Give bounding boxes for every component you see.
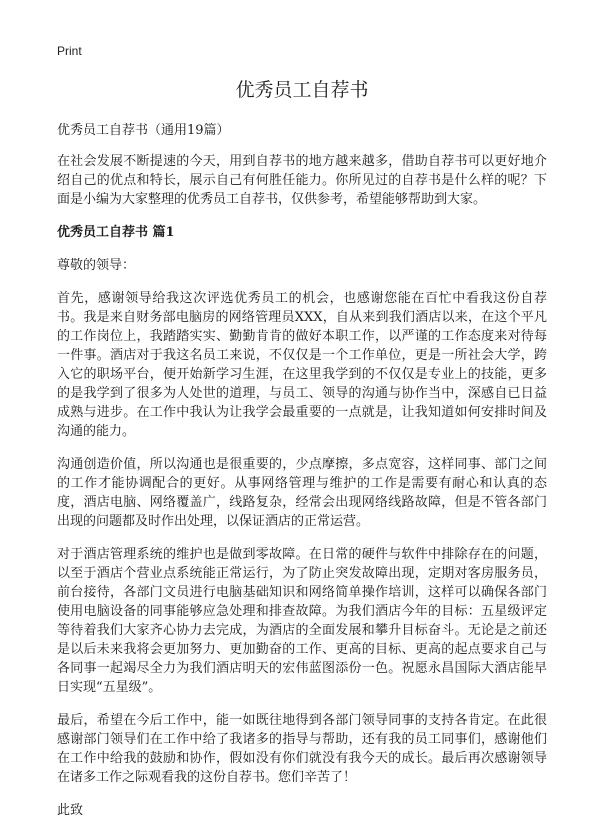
body-paragraph-1: 首先，感谢领导给我这次评选优秀员工的机会，也感谢您能在百忙中看我这份自荐书。我是来自财务部电脑房的网络管理员XXX，自从来到我们酒店以来，在这个平凡的工作岗位上，我踏踏实实、勤勤肯肯的做好本职工作，以严谨的工作态度来对待每一件事。酒店对于我这名员工来说，不仅仅是一个工作单位，更是一所社会大学，跨入它的职场平台，便开始新学习生涯，在这里我学到的不仅仅是专业上的技能，更多的是我学到了很多为人处世的道理，与员工、领导的沟通与协作当中，深感自已日益成熟与进步。在工作中我认为让我学会最重要的一点就是，让我知道如何安排时间及沟通的能力。: [57, 291, 547, 439]
document-body: [57, 76, 547, 820]
salutation: 尊敬的领导：: [57, 258, 136, 273]
body-paragraph-2: 沟通创造价值，所以沟通也是很重要的，少点摩擦，多点宽容，这样同事、部门之间的工作才能协调配合的更好。从事网络管理与维护的工作是需要有耐心和认真的态度，酒店电脑、网络覆盖广，线路复杂，经常会出现网络线路故障，但是不管各部门出现的问题都及时作出处理，以保证酒店的正常运营。: [57, 457, 547, 529]
section-heading: 优秀员工自荐书 篇1: [57, 225, 175, 240]
document-subtitle: 优秀员工自荐书（通用19篇）: [57, 123, 230, 138]
print-link[interactable]: Print: [57, 44, 82, 58]
intro-paragraph: 在社会发展不断提速的今天，用到自荐书的地方越来越多，借助自荐书可以更好地介绍自己的优点和特长，展示自己有何胜任能力。你所见过的自荐书是什么样的呢？下面是小编为大家整理的优秀员工自荐书，仅供参考，希望能够帮助到大家。: [57, 154, 547, 207]
body-paragraph-3: 对于酒店管理系统的维护也是做到零故障。在日常的硬件与软件中排除存在的问题，以至于酒店个营业点系统能正常运行，为了防止突发故障出现，定期对客房服务员，前台接待，各部门文员进行电脑基础知识和网络简单操作培训，这样可以确保各部门使用电脑设备的同事能够应急处理和排查故障。为我们酒店今年的目标：五星级评定等待着我们大家齐心协力去完成，为酒店的全面发展和攀升目标奋斗。无论是之前还是以后未来我将会更加努力、更加勤奋的工作、更高的目标、更高的起点要求自己与各同事一起竭尽全力为我们酒店明天的宏伟蓝图添份一色。祝愿永昌国际大酒店能早日实现“五星级”。: [57, 547, 547, 695]
closing-line: 此致: [57, 803, 84, 818]
document-title: 优秀员工自荐书: [235, 79, 369, 101]
body-paragraph-4: 最后，希望在今后工作中，能一如既往地得到各部门领导同事的支持各肯定。在此很感谢部门领导们在工作中给了我诸多的指导与帮助，还有我的员工同事们，感谢他们在工作中给我的鼓励和协作，假如没有你们就没有我今天的成长。最后再次感谢领导在诸多工作之际观看我的这份自荐书。您们辛苦了！: [57, 713, 547, 785]
